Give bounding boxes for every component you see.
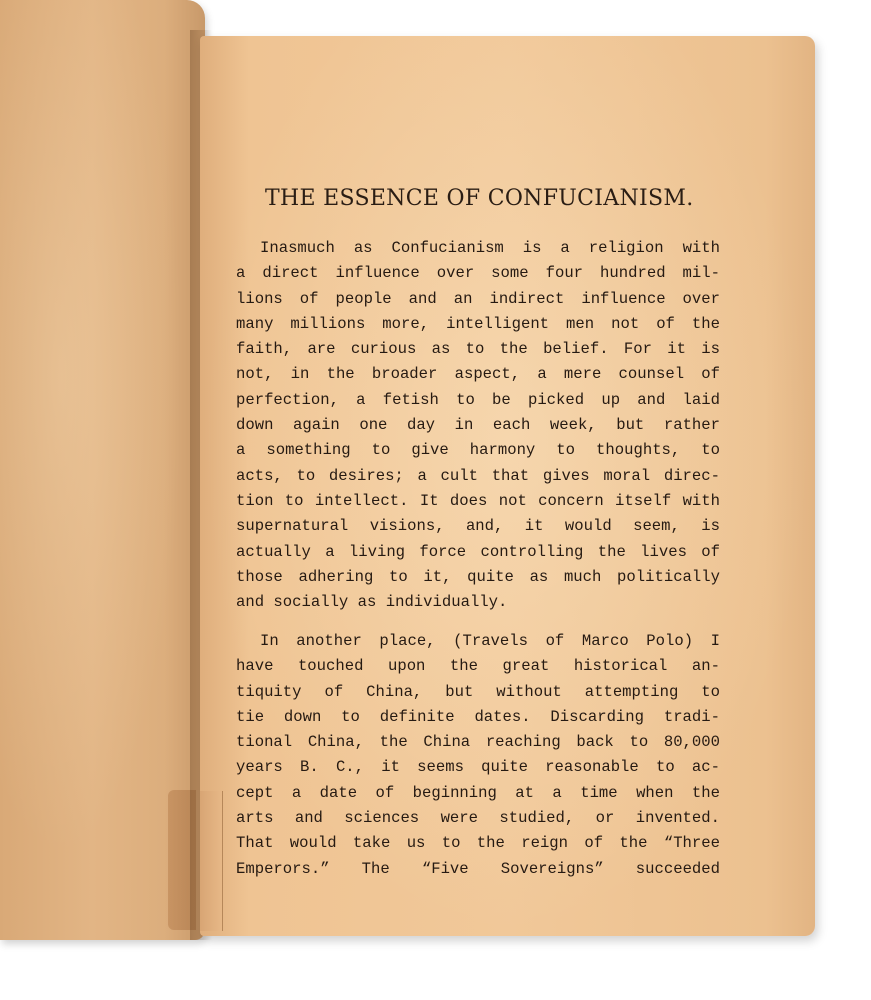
text-line: perfection, a fetish to be picked up and laid	[236, 390, 720, 409]
text-line: have touched upon the great historical an-	[236, 657, 720, 676]
text-line: tiquity of China, but without attempting to	[236, 682, 720, 701]
right-page-torn-edge	[200, 791, 223, 931]
text-line: faith, are curious as to the belief. For it is	[236, 340, 720, 359]
text-line: years B. C., it seems quite reasonable to ac-	[236, 758, 720, 777]
text-line: acts, to desires; a cult that gives moral direc-	[236, 466, 720, 485]
right-page	[200, 36, 815, 936]
text-line: down again one day in each week, but rather	[236, 416, 720, 435]
paragraph-2	[236, 629, 720, 882]
text-line: and socially as individually.	[236, 593, 508, 612]
text-line: a something to give harmony to thoughts, to	[236, 441, 720, 460]
text-line: cept a date of beginning at a time when the	[236, 783, 720, 802]
text-line: Emperors.” The “Five Sovereigns” succeeded	[236, 859, 720, 878]
text-line: supernatural visions, and, it would seem, is	[236, 517, 720, 536]
text-line: In another place, (Travels of Marco Polo) I	[260, 632, 720, 650]
left-page	[0, 0, 205, 940]
paragraph-1	[236, 236, 720, 615]
text-line: those adhering to it, quite as much politically	[236, 567, 720, 586]
text-line: Inasmuch as Confucianism is a religion with	[260, 239, 720, 257]
text-line: actually a living force controlling the lives of	[236, 542, 720, 561]
text-line: tion to intellect. It does not concern itself with	[236, 491, 720, 510]
text-line: tional China, the China reaching back to 80,000	[236, 733, 720, 752]
text-line: tie down to definite dates. Discarding tradi-	[236, 707, 720, 726]
text-line: not, in the broader aspect, a mere counsel of	[236, 365, 720, 384]
text-line: many millions more, intelligent men not of the	[236, 314, 720, 333]
text-line: That would take us to the reign of the “Three	[236, 834, 720, 853]
text-line: arts and sciences were studied, or invented.	[236, 809, 720, 828]
text-line: a direct influence over some four hundred mil-	[236, 264, 720, 283]
page-title: THE ESSENCE OF CONFUCIANISM.	[265, 186, 694, 211]
text-line: lions of people and an indirect influence over	[236, 289, 720, 308]
